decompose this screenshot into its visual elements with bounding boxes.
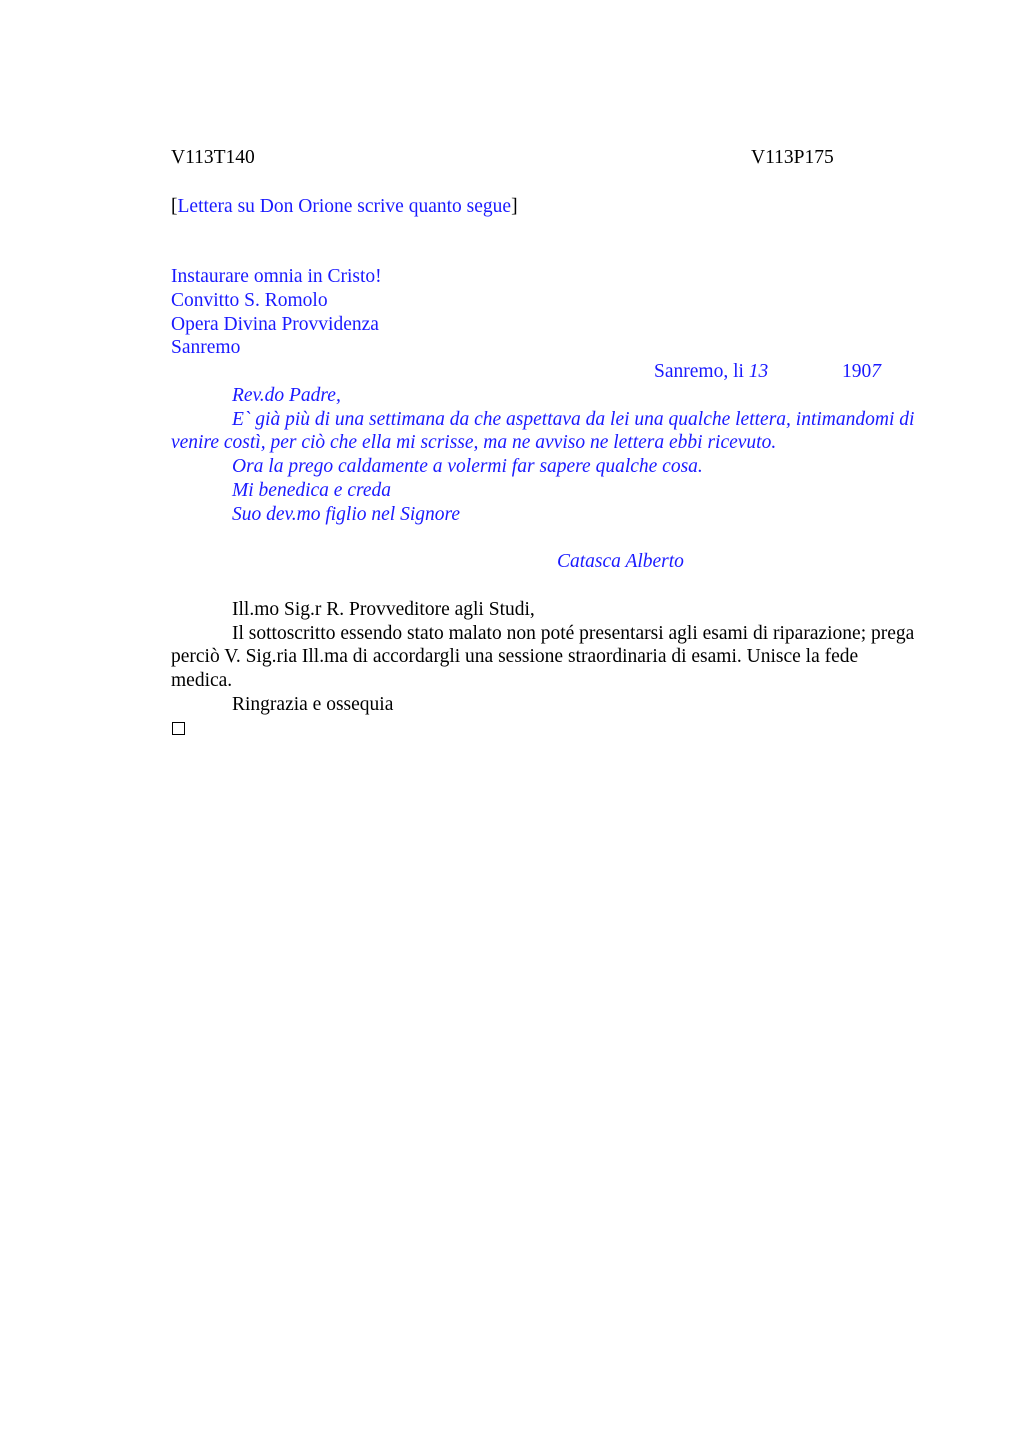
intro-text: Lettera su Don Orione scrive quanto segue: [177, 196, 512, 217]
dateline-place-text: Sanremo, li: [654, 361, 749, 382]
letterhead-city: Sanremo: [171, 337, 241, 358]
letterhead-institution: Convitto S. Romolo: [171, 290, 328, 311]
letter-closing-2: Suo dev.mo figlio nel Signore: [232, 503, 461, 525]
request-paragraph: Il sottoscritto essendo stato malato non poté presentarsi agli esami di riparazione; prega perciò V. Sig.ria Ill.ma di accordargli una sessione straordinaria di esami. Unisce la fede medica.: [171, 622, 915, 692]
dateline-year-suffix: 7: [871, 361, 881, 382]
intro-note: [171, 195, 518, 219]
letter-signature: Catasca Alberto: [557, 551, 684, 572]
dateline-year: [842, 360, 881, 384]
letter-closing-1: Mi benedica e creda: [232, 479, 391, 501]
letter-paragraph-2: Ora la prego caldamente a volermi far sapere qualche cosa.: [232, 456, 703, 478]
document-code-right: V113P175: [751, 147, 834, 168]
letterhead-organization: Opera Divina Provvidenza: [171, 314, 379, 335]
request-salutation: Ill.mo Sig.r R. Provveditore agli Studi,: [232, 599, 535, 620]
letter-salutation: Rev.do Padre,: [232, 385, 341, 406]
request-body: [171, 598, 916, 717]
letterhead-motto: Instaurare omnia in Cristo!: [171, 266, 382, 287]
letter-body: [171, 384, 916, 526]
intro-close-bracket: ]: [511, 196, 518, 217]
document-code-left: V113T140: [171, 147, 255, 168]
request-closing: Ringrazia e ossequia: [232, 693, 394, 715]
dateline-day: 13: [748, 361, 769, 382]
empty-box-icon: [172, 722, 185, 735]
letter-paragraph-1: E` già più di una settimana da che aspettava da lei una qualche lettera, intimandomi di venire costì, per ciò che ella mi scrisse, ma ne avviso ne lettera ebbi ricevuto.: [171, 408, 915, 454]
dateline-year-prefix: 190: [842, 361, 872, 382]
dateline-place: [654, 360, 768, 384]
intro-open-bracket: [: [171, 196, 178, 217]
